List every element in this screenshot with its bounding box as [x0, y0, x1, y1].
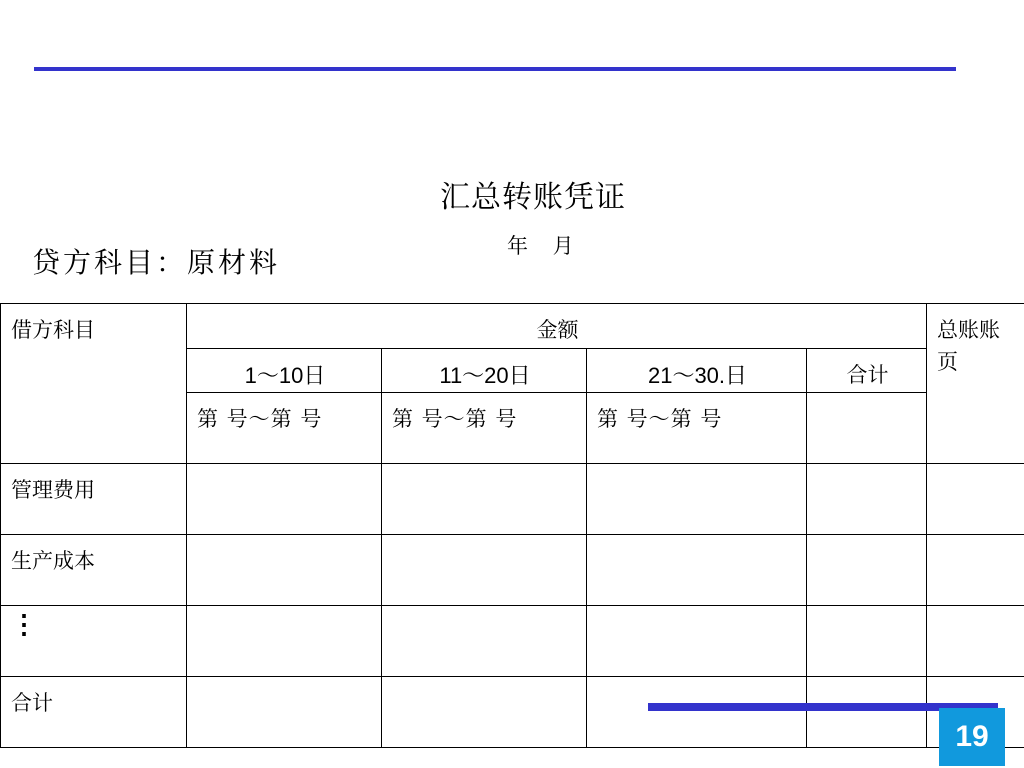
table-cell — [807, 677, 927, 748]
voucher-range-1: 第 号～第 号 — [187, 393, 382, 464]
table-cell — [382, 606, 587, 677]
table-cell — [927, 535, 1024, 606]
period-header-total: 合计 — [807, 349, 927, 393]
row-label: 合计 — [1, 677, 187, 748]
table-cell — [382, 535, 587, 606]
table-cell — [187, 606, 382, 677]
table-row — [1, 535, 1024, 606]
table-cell — [587, 677, 807, 748]
table-cell — [807, 464, 927, 535]
table-cell — [382, 464, 587, 535]
table-row — [1, 464, 1024, 535]
page-number-badge: 19 — [939, 708, 1005, 766]
table-cell — [587, 535, 807, 606]
table-cell — [807, 606, 927, 677]
table-cell — [807, 535, 927, 606]
row-label: 管理费用 — [1, 464, 187, 535]
amount-header: 金额 — [187, 304, 927, 349]
top-divider — [34, 67, 956, 71]
ledger-page-header: 总账账页 — [927, 304, 1024, 464]
row-label: 生产成本 — [1, 535, 187, 606]
voucher-range-total — [807, 393, 927, 464]
voucher-range-3: 第 号～第 号 — [587, 393, 807, 464]
period-header-3: 21～30.日 — [587, 349, 807, 393]
row-label: ⋮ — [1, 606, 187, 677]
date-line: 年 月 — [507, 234, 574, 258]
credit-account-label: 贷方科目：原材料 — [32, 246, 281, 279]
table-cell — [587, 606, 807, 677]
table-row — [1, 677, 1024, 748]
table-cell — [187, 535, 382, 606]
table-cell — [927, 606, 1024, 677]
table-cell — [382, 677, 587, 748]
table-cell — [927, 464, 1024, 535]
debit-account-header: 借方科目 — [1, 304, 187, 464]
period-header-1: 1～10日 — [187, 349, 382, 393]
table-cell — [187, 464, 382, 535]
table-row — [1, 606, 1024, 677]
voucher-range-2: 第 号～第 号 — [382, 393, 587, 464]
voucher-table — [0, 303, 1024, 748]
table-cell — [187, 677, 382, 748]
voucher-title: 汇总转账凭证 — [440, 180, 626, 215]
period-header-2: 11～20日 — [382, 349, 587, 393]
table-cell — [587, 464, 807, 535]
